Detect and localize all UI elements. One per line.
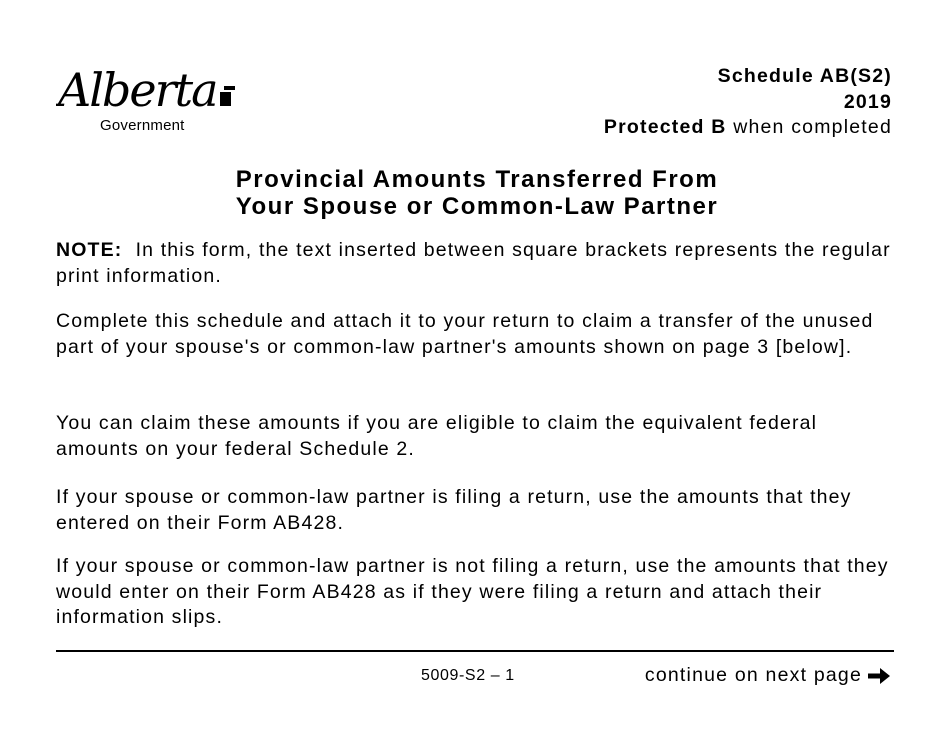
- logo-wordmark: Alberta: [58, 63, 217, 117]
- schedule-title: Schedule AB(S2): [717, 65, 892, 87]
- form-number: 5009-S2 – 1: [421, 667, 515, 684]
- protected-label: Protected B: [603, 116, 727, 138]
- continue-next-page-link[interactable]: [645, 664, 892, 687]
- instruction-paragraph-4: If your spouse or common-law partner is not filing a return, use the amounts that they would enter on their Form AB428 as if they were filing a return and attach their information slips.: [56, 555, 889, 628]
- page-title: [0, 166, 950, 220]
- continue-label: continue on next page: [644, 664, 862, 686]
- alberta-government-logo: [56, 62, 246, 136]
- protected-line: [604, 115, 892, 141]
- alberta-wordmark-icon: [56, 62, 246, 118]
- form-header: [604, 64, 892, 141]
- title-line-1: Provincial Amounts Transferred From: [235, 166, 719, 193]
- instruction-paragraph-1: Complete this schedule and attach it to your return to claim a transfer of the unused part of your spouse's or common-law partner's amounts shown on page 3 [below].: [56, 310, 874, 358]
- footer-divider: [56, 650, 894, 652]
- arrow-right-icon: [866, 666, 892, 686]
- logo-subtitle: Government: [100, 117, 185, 134]
- note-paragraph: [56, 238, 906, 289]
- protected-qualifier: when completed: [733, 116, 892, 138]
- form-year: 2019: [843, 90, 892, 113]
- note-label: NOTE:: [56, 239, 123, 261]
- note-text: In this form, the text inserted between square brackets represents the regular print information.: [56, 239, 891, 287]
- title-line-2: Your Spouse or Common-Law Partner: [235, 193, 719, 220]
- instruction-paragraph-2: You can claim these amounts if you are eligible to claim the equivalent federal amounts on your federal Schedule 2.: [56, 412, 818, 460]
- instruction-paragraph-3: If your spouse or common-law partner is filing a return, use the amounts that they entered on their Form AB428.: [56, 486, 852, 534]
